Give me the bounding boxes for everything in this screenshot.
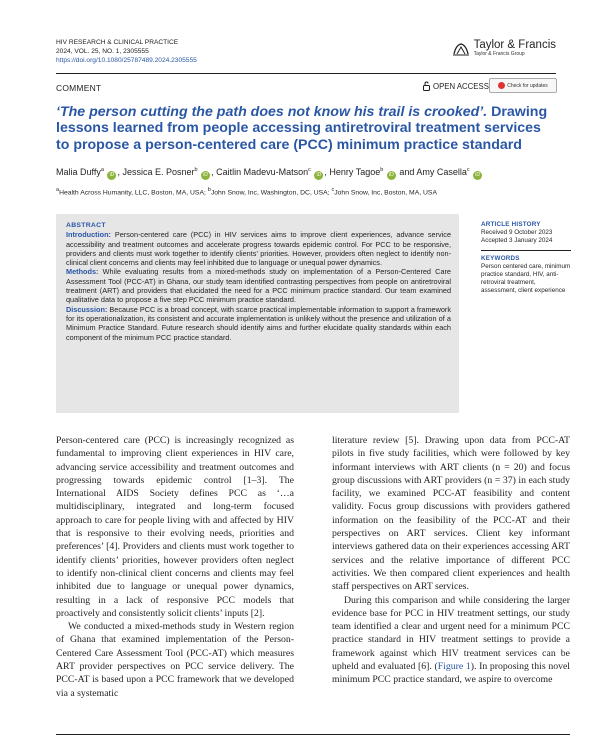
author-name[interactable]: Henry Tagoe [329,167,381,177]
footer-rule [56,734,570,735]
open-access-badge [423,81,489,91]
discussion-text: Because PCC is a broad concept, with scarce practical implementable information to support a framework for its operationalization, its consistent and accurate implementation is unlikely without the presence and utilization of a Minimum Practice Standard. Future research should identify aims and further elucidate quality standards within each component of the minimum PCC practice standard. [66,304,451,342]
affil-text: Health Across Humanity, LLC, Boston, MA, USA; [59,189,208,197]
header-rule [56,73,556,74]
orcid-icon[interactable]: iD [387,171,396,180]
title-quote: ‘The person cutting the path does not know his trail is crooked’. [56,104,488,120]
intro-text: Person-centered care (PCC) in HIV services aims to improve client experiences, advance service accessibility and treatment outcomes and accelerate progress towards epidemic control. For PCC to be responsive, providers and clients must work together to identify clients’ priorities. However, providers often neglect to identify non-clinical client concerns and clients may feel inhibited due to language or unequal power dynamics. [66,230,451,268]
body-paragraph [332,594,570,687]
abstract-heading: ABSTRACT [66,222,106,229]
history-heading: ARTICLE HISTORY [481,221,541,228]
open-lock-icon [423,81,430,91]
affil-text: John Snow, Inc, Boston, MA, USA [334,189,437,197]
affil-mark: c [331,187,335,193]
author-list: Malia Duffy$^a$ iD , Jessica E. Posner$^b$ iD , Caitlin Madevu-Matson$^c$ iD , Henry Tagoe$^b$ iD and Amy Casella$^c$ iD [56,167,566,180]
article-type: COMMENT [56,83,102,93]
figure-1-link[interactable]: Figure 1 [437,661,471,673]
author-affil-mark: b [380,167,384,173]
methods-label: Methods: [66,267,99,277]
abstract-discussion [66,305,451,342]
author-name[interactable]: Caitlin Madevu-Matson [216,167,309,177]
publisher-name: Taylor & Francis [473,39,556,51]
journal-volume: 2024, VOL. 25, NO. 1, 2305555 [56,48,149,55]
publisher-group: Taylor & Francis Group [473,51,525,57]
affiliations [56,187,437,196]
body-paragraph: literature review [5]. Drawing upon data from PCC-AT pilots in five study facilities, which were followed by key informant interviews with ART clients (n = 20) and focus group discussions with ART providers (n = 37) in each study facility, we examined PCC-AT feasibility and content validity. Focus group discussions with providers gathered information on the feasibility of the PCC-AT and their perspectives on ART services. Client key informant interviews gathered data on their experiences accessing ART services and the relative importance of different PCC activities. We then compared client experiences and health staff perspectives on ART services. [332,435,570,593]
author-name[interactable]: Malia Duffy [56,167,101,177]
paragraph-part: During this comparison and while considering the larger evidence base for PCC in HIV treatment settings, our study team identified a clear and urgent need for a minimum PCC practice standard in HIV treatment settings to provide a framework against which HIV treatment services can be upheld and evaluated [6]. ( [332,594,570,673]
journal-name: HIV RESEARCH & CLINICAL PRACTICE [56,39,179,46]
paragraph-part: ). In proposing this novel minimum PCC practice standard, we aspire to overcome [332,661,570,686]
keywords-text: Person centered care, minimum practice standard, HIV, anti-retroviral treatment, assessment, client experience [481,263,571,294]
body-paragraph: We conducted a mixed-methods study in Western region of Ghana that examined implementation of the Person-Centered Care Assessment Tool (PCC-AT) which measures ART provider perspectives on PCC service delivery. The PCC-AT is based upon a PCC framework that we developed via a systematic [56,621,294,699]
doi-link[interactable]: https://doi.org/10.1080/25787489.2024.2305555 [56,57,197,64]
check-updates-icon [498,82,505,89]
body-column-right [332,434,570,687]
publisher-emblem-icon [452,41,470,57]
journal-header [56,38,197,65]
received-date: Received 9 October 2023 [481,229,553,236]
affil-mark: a [56,187,60,193]
author-name[interactable]: Amy Casella [416,167,467,177]
intro-label: Introduction: [66,230,111,240]
article-sidebar [481,221,571,295]
author-affil-mark: c [308,167,311,173]
orcid-icon[interactable]: iD [473,171,482,180]
affil-text: John Snow, Inc, Washington, DC, USA; [210,189,332,197]
affil-mark: b [207,187,211,193]
abstract-methods [66,267,451,304]
body-paragraph: Person-centered care (PCC) is increasingly recognized as fundamental to improving client experiences in HIV care, advancing service accessibility and treatment outcomes and progressing towards epidemic control [1–3]. The International AIDS Society defines PCC as ‘…a multidisciplinary, integrated and long-term focused approach to care for people living with and affected by HIV that is responsive to their evolving needs, priorities and preferences’ [4]. Providers and clients must work together to identify clients’ priorities, however providers often neglect to identify non-clinical client concerns and clients may feel inhibited due to language or unequal power dynamics, resulting in a lack of responsive PCC models that proactively and consistently solicit clients’ inputs [2]. [56,435,294,619]
author-affil-mark: c [466,167,470,173]
author-affil-mark: a [100,167,104,173]
keywords-heading: KEYWORDS [481,255,520,262]
publisher-logo[interactable] [452,40,556,57]
abstract-box [56,214,459,413]
orcid-icon[interactable]: iD [314,171,323,180]
check-updates-button[interactable] [489,78,557,93]
author-name[interactable]: Jessica E. Posner [122,167,195,177]
body-column-left [56,434,294,700]
author-affil-mark: b [194,167,198,173]
sidebar-divider [481,250,571,251]
abstract-introduction [66,230,451,267]
accepted-date: Accepted 3 January 2024 [481,237,553,244]
title-main: Drawing lessons learned from people accessing antiretroviral treatment services to propose a person-centered care (PCC) minimum practice standard [56,104,548,153]
open-access-label: OPEN ACCESS [433,81,489,91]
discussion-label: Discussion: [66,304,108,314]
methods-text: While evaluating results from a mixed-methods study on implementation of a Person-Centered Care Assessment Tool (PCC-AT) in Ghana, our study team identified contrasting perspectives from people on antiretroviral treatment (ART) and providers that elucidated the need for a PCC minimum practice standard. Our team examined qualitative data to propose a five step PCC minimum practice standard. [66,267,451,305]
check-updates-label: Check for updates [507,82,548,89]
article-title [56,104,556,153]
orcid-icon[interactable]: iD [107,171,116,180]
orcid-icon[interactable]: iD [201,171,210,180]
